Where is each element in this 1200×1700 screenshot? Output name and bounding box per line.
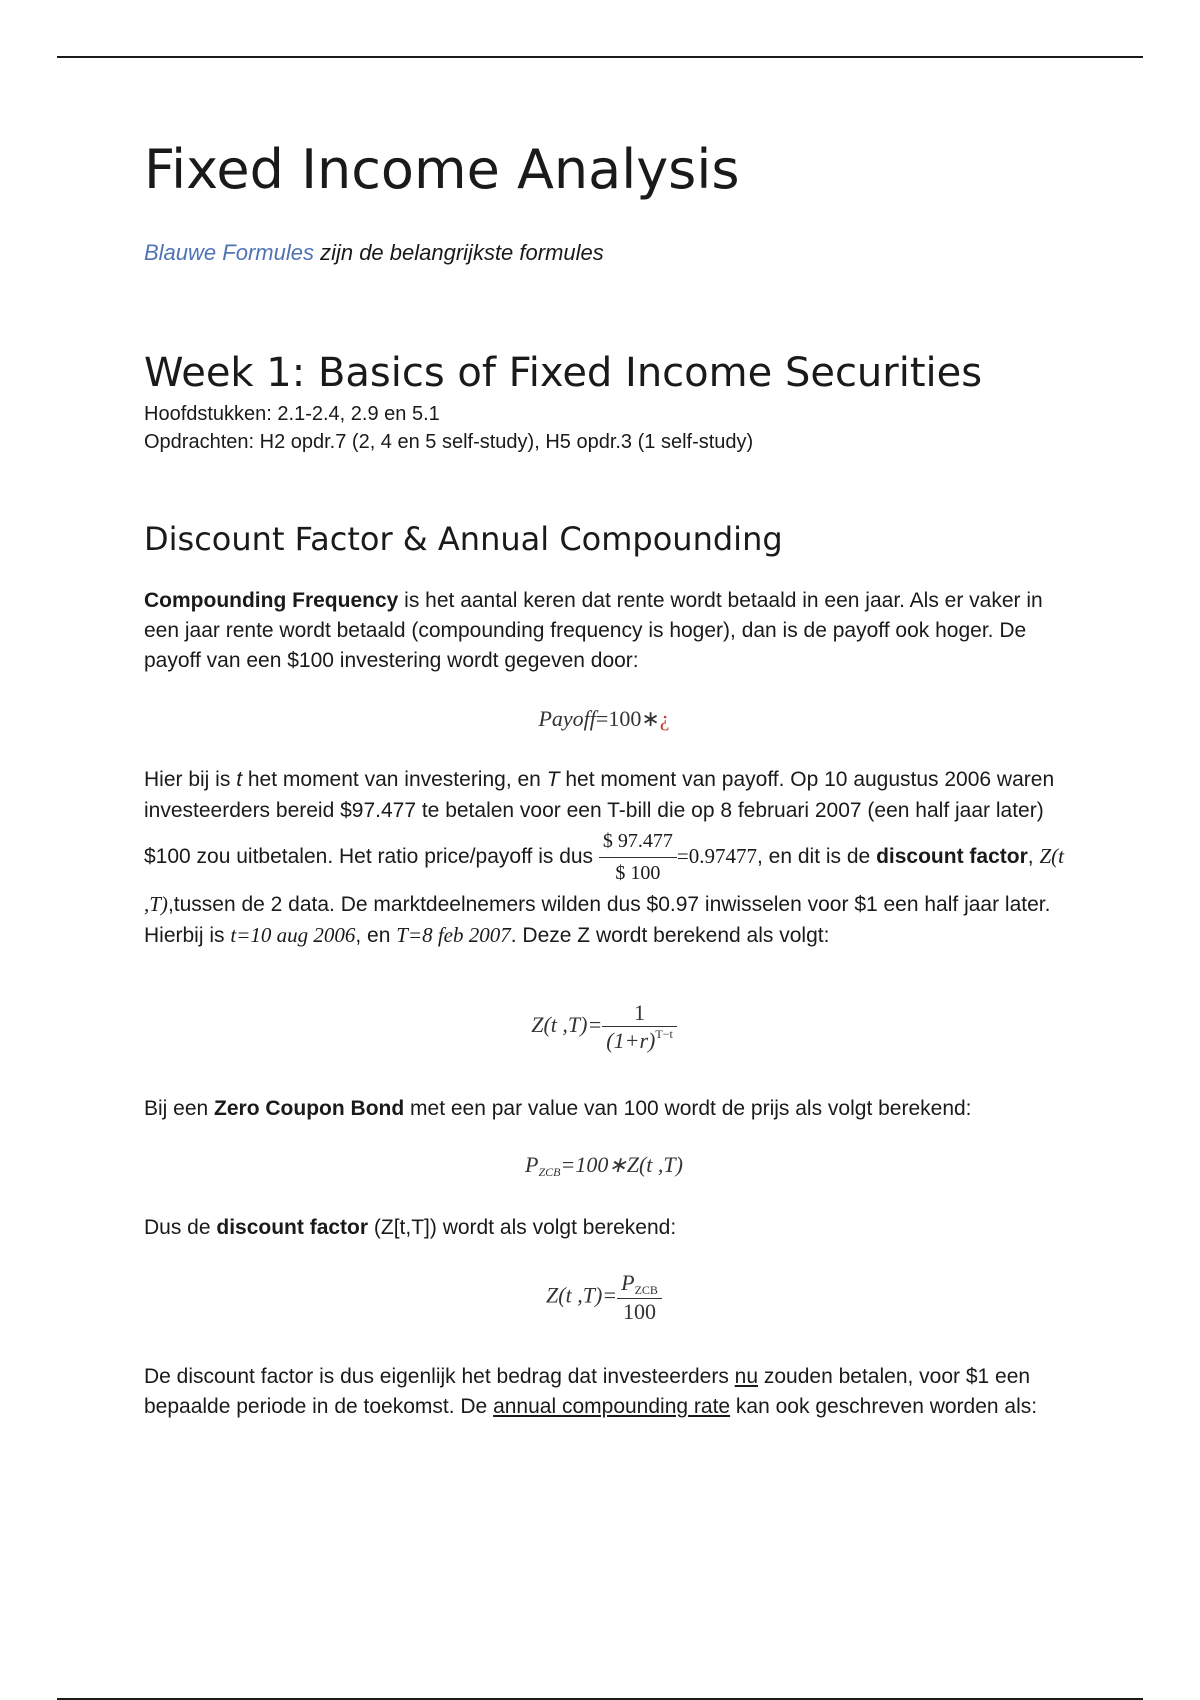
p1-text: is het aantal keren dat rente wordt betaald in een jaar. Als er vaker in een jaar rente wordt betaald (compounding frequency is hoger), dan is de payoff ook hoger. De payoff van een $100 investering wordt gegeven door:	[144, 589, 1043, 672]
eq2-denominator	[602, 1027, 677, 1054]
p2-f: ,tussen de 2 data. De marktdeelnemers wilden dus $0.97 inwisselen voor $1 een half jaar later. Hierbij is	[144, 893, 1051, 947]
underlined-nu: nu	[734, 1365, 759, 1388]
eq4-fraction	[617, 1270, 662, 1325]
eq4-denominator: 100	[623, 1299, 657, 1324]
p2-g: , en	[355, 924, 397, 947]
eq3-rest: =100∗Z(t ,T)	[560, 1152, 683, 1177]
equation-payoff	[144, 706, 1064, 732]
p3-a: Bij een	[144, 1097, 215, 1120]
eq2-den-base: (1+r)	[606, 1028, 656, 1053]
inline-T-date: T=8 feb 2007	[396, 923, 511, 947]
inline-z-notation: Z(t ,T)	[144, 844, 1064, 916]
eq4-numerator	[617, 1270, 662, 1299]
p5-a: De discount factor is dus eigenlijk het bedrag dat investeerders	[144, 1365, 735, 1388]
eq4-num-p: P	[621, 1270, 635, 1295]
paragraph-discount-factor	[144, 764, 1064, 951]
week1-chapters: Hoofdstukken: 2.1-2.4, 2.9 en 5.1	[144, 403, 440, 425]
p2-h: . Deze Z wordt berekend als volgt:	[510, 924, 830, 947]
subtitle-rest-text: zijn de belangrijkste formules	[313, 240, 604, 265]
eq3-p: P	[525, 1152, 539, 1177]
document-title: Fixed Income Analysis	[144, 138, 740, 201]
eq2-exponent: T−t	[655, 1027, 673, 1041]
eq2-left: Z(t ,T)=	[531, 1012, 603, 1038]
p3-b: met een par value van 100 wordt de prijs als volgt berekend:	[404, 1097, 972, 1120]
subtitle	[144, 240, 604, 266]
p2-d: , en dit is de	[757, 845, 877, 869]
equation-z-from-price	[144, 1270, 1064, 1325]
term-discount-factor-2: discount factor	[216, 1216, 369, 1239]
ratio-denominator: $ 100	[615, 862, 661, 884]
top-rule	[57, 56, 1143, 58]
eq1-right: =100∗	[595, 706, 660, 731]
term-discount-factor: discount factor	[876, 845, 1028, 869]
paragraph-discount-factor-calc	[144, 1213, 1064, 1243]
p4-a: Dus de	[144, 1216, 217, 1239]
term-zero-coupon-bond: Zero Coupon Bond	[214, 1097, 405, 1120]
equation-zcb-price	[144, 1152, 1064, 1180]
paragraph-compounding-frequency	[144, 586, 1064, 676]
eq4-left: Z(t ,T)=	[546, 1282, 618, 1308]
eq1-tail: ¿	[659, 706, 670, 731]
week1-heading: Week 1: Basics of Fixed Income Securities	[144, 350, 983, 396]
subtitle-blue-text: Blauwe Formules	[144, 240, 314, 265]
equation-discount-factor	[144, 1000, 1064, 1054]
underlined-annual-compounding-rate: annual compounding rate	[493, 1395, 731, 1418]
eq1-left: Payoff	[538, 706, 596, 731]
ratio-result: =0.97477	[676, 844, 757, 869]
inline-t-date: t=10 aug 2006	[230, 923, 356, 947]
p5-c: kan ook geschreven worden als:	[730, 1395, 1038, 1418]
term-compounding-frequency: Compounding Frequency	[144, 589, 399, 612]
eq2-numerator: 1	[602, 1000, 677, 1027]
eq2-fraction	[602, 1000, 677, 1054]
p2-c: het moment van payoff. Op 10 augustus 2006 waren investeerders bereid $97.477 te betalen voor een T-bill die op 8 februari 2007 (een half jaar later) $100 zou uitbetalen. Het ratio price/payoff is dus	[144, 768, 1055, 869]
p2-b: het moment van investering, en	[242, 768, 547, 791]
ratio-fraction	[599, 826, 677, 889]
p2-t: t	[236, 768, 243, 791]
section-heading: Discount Factor & Annual Compounding	[144, 520, 783, 558]
p2-e: ,	[1027, 845, 1040, 869]
p2-T: T	[546, 768, 560, 791]
eq3-sub: ZCB	[538, 1165, 561, 1179]
ratio-numerator: $ 97.477	[599, 826, 677, 858]
p5-b: zouden betalen, voor $1 een bepaalde periode in de toekomst. De	[144, 1365, 1031, 1418]
p2-a: Hier bij is	[144, 768, 237, 791]
paragraph-discount-factor-meaning	[144, 1362, 1064, 1422]
p4-b: (Z[t,T]) wordt als volgt berekend:	[368, 1216, 677, 1239]
eq4-num-sub: ZCB	[634, 1283, 658, 1297]
week1-assignments: Opdrachten: H2 opdr.7 (2, 4 en 5 self-study), H5 opdr.3 (1 self-study)	[144, 431, 754, 453]
paragraph-zero-coupon-bond	[144, 1094, 1064, 1124]
